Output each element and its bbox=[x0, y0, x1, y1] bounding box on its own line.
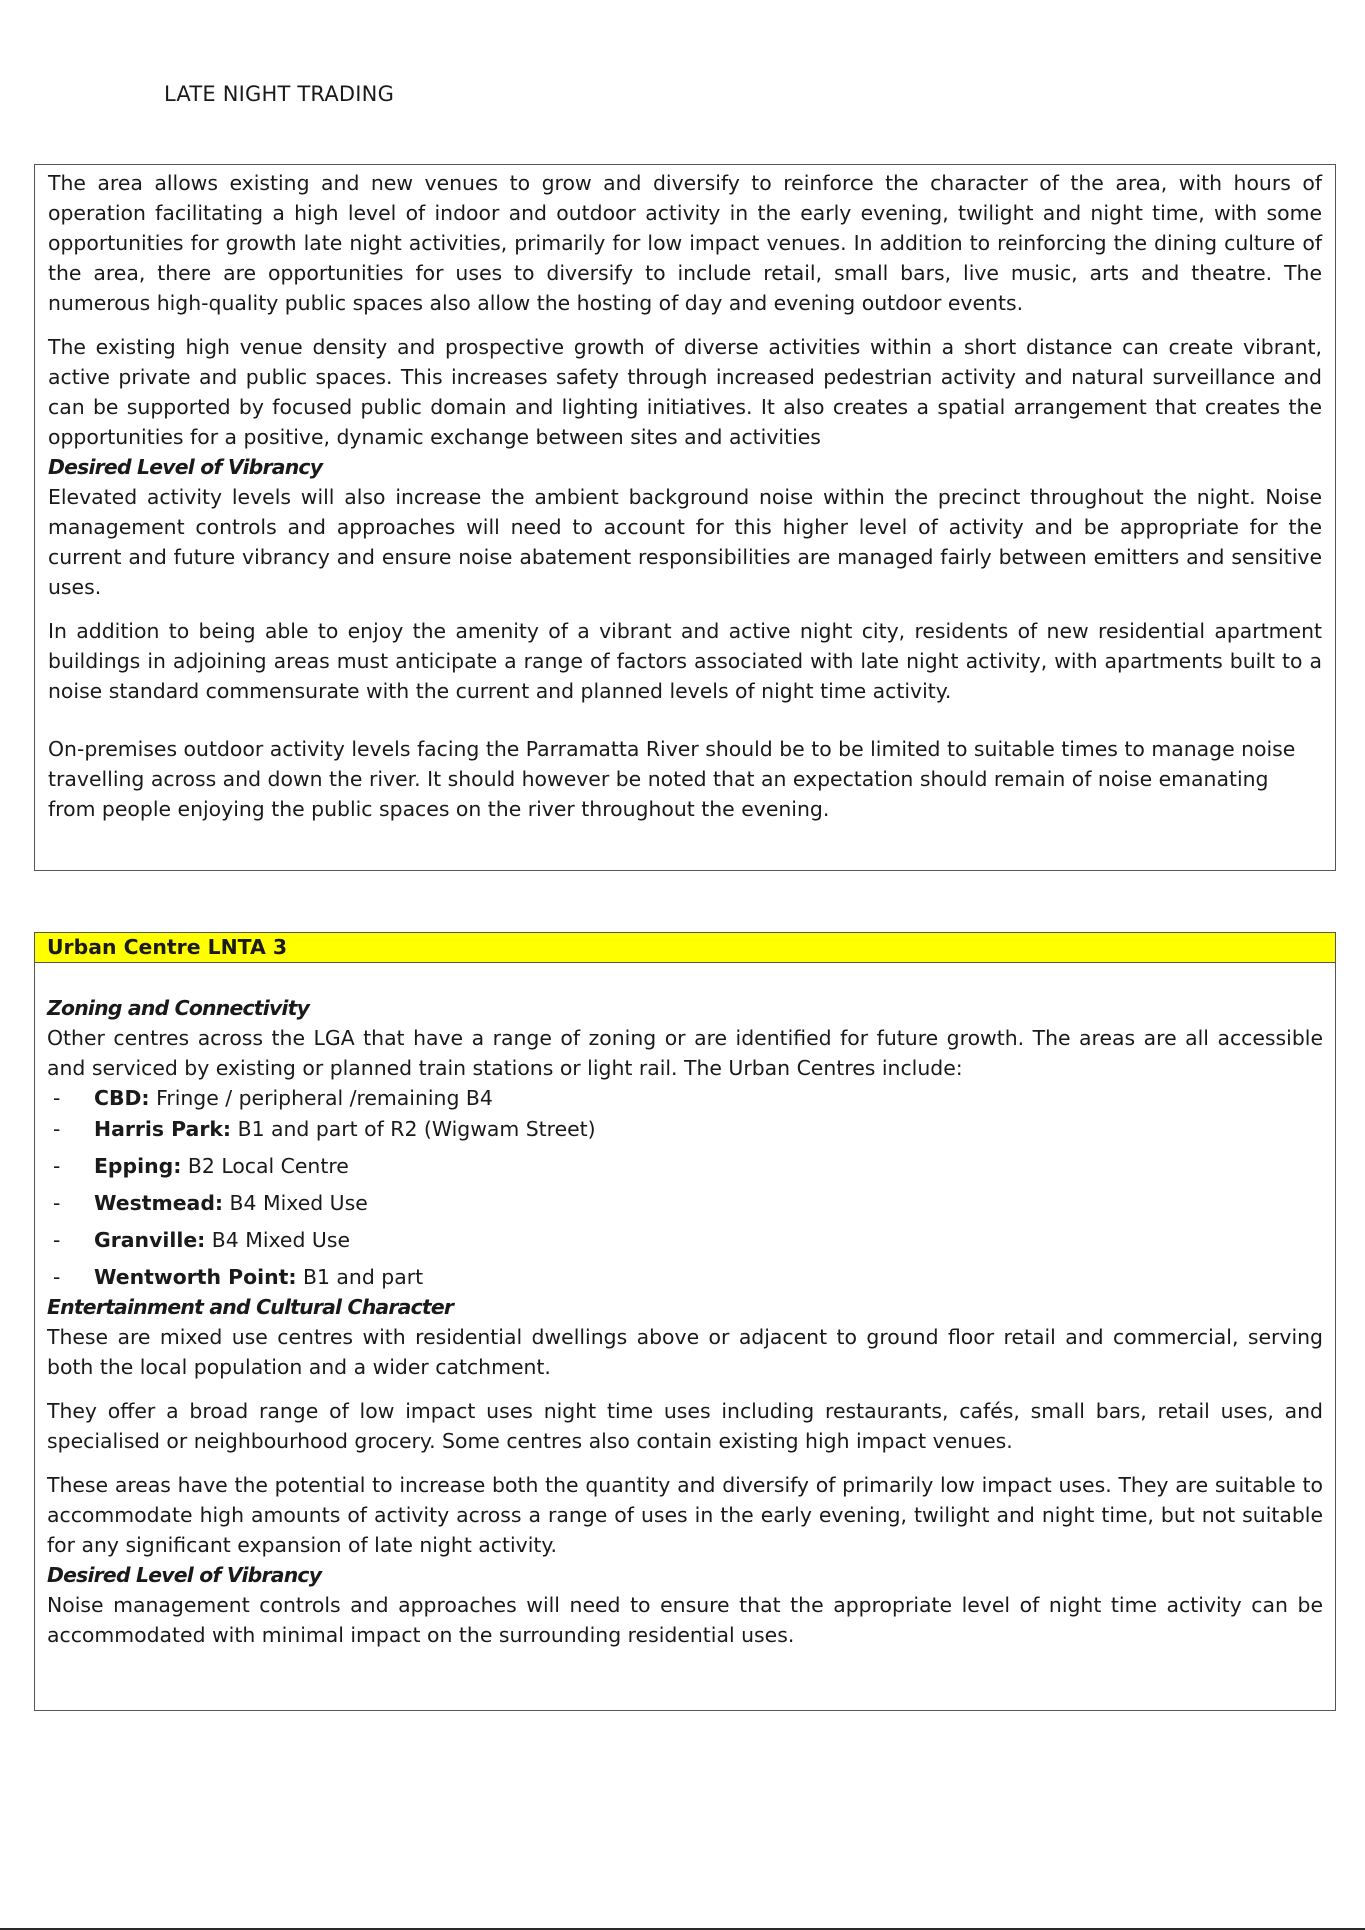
list-item bbox=[47, 1114, 1323, 1151]
page-header-title: LATE NIGHT TRADING bbox=[164, 82, 395, 106]
list-item bbox=[47, 1262, 1323, 1292]
list-item bbox=[47, 1083, 1323, 1114]
centre-name: CBD: bbox=[94, 1086, 150, 1110]
centre-name: Harris Park: bbox=[94, 1117, 232, 1141]
density-paragraph: The existing high venue density and prospective growth of diverse activities within a short distance can create vibrant, active private and public spaces. This increases safety through increased pedestrian activity and natural surveillance and can be supported by focused public domain and lighting initiatives. It also creates a spatial arrangement that creates the opportunities for a positive, dynamic exchange between sites and activities bbox=[48, 335, 1322, 449]
urban-centres-list bbox=[47, 1083, 1323, 1292]
river-paragraph: On-premises outdoor activity levels facing the Parramatta River should be to be limited to suitable times to manage noise travelling across and down the river. It should however be noted that an expectation should remain of noise emanating from people enjoying the public spaces on the river throughout the evening. bbox=[48, 737, 1296, 821]
centre-name: Westmead: bbox=[94, 1191, 224, 1215]
intro-paragraph: The area allows existing and new venues to grow and diversify to reinforce the character of the area, with hours of operation facilitating a high level of indoor and outdoor activity in the early evening, twilight and night time, with some opportunities for growth late night activities, primarily for low impact venues. In addition to reinforcing the dining culture of the area, there are opportunities for uses to diversify to include retail, small bars, live music, arts and theatre. The numerous high-quality public spaces also allow the hosting of day and evening outdoor events. bbox=[48, 171, 1322, 315]
centre-name: Granville: bbox=[94, 1228, 206, 1252]
urban-centre-body bbox=[35, 993, 1335, 1650]
list-item bbox=[47, 1151, 1323, 1188]
centre-name: Epping: bbox=[94, 1154, 182, 1178]
centre-zoning: B2 Local Centre bbox=[181, 1154, 349, 1178]
vibrancy-heading-2: Desired Level of Vibrancy bbox=[47, 1563, 322, 1587]
list-dash: - bbox=[53, 1117, 61, 1141]
noise-management-paragraph: Noise management controls and approaches will need to ensure that the appropriate level of night time activity can be accommodated with minimal impact on the surrounding residential uses. bbox=[47, 1593, 1323, 1647]
zoning-paragraph: Other centres across the LGA that have a range of zoning or are identified for future growth. The areas are all accessible and serviced by existing or planned train stations or light rail. The Urban Centres include: bbox=[47, 1026, 1323, 1080]
urban-centre-band-title: Urban Centre LNTA 3 bbox=[35, 933, 1335, 963]
list-dash: - bbox=[53, 1228, 61, 1252]
centre-zoning: B4 Mixed Use bbox=[223, 1191, 368, 1215]
centre-zoning: Fringe / peripheral /remaining B4 bbox=[149, 1086, 493, 1110]
residents-paragraph: In addition to being able to enjoy the amenity of a vibrant and active night city, residents of new residential apartment buildings in adjoining areas must anticipate a range of factors associated with late night activity, with apartments built to a noise standard commensurate with the current and planned levels of night time activity. bbox=[48, 619, 1322, 703]
list-item bbox=[47, 1225, 1323, 1262]
centre-zoning: B4 Mixed Use bbox=[205, 1228, 350, 1252]
mixed-use-paragraph: These are mixed use centres with residential dwellings above or adjacent to ground floor retail and commercial, serving both the local population and a wider catchment. bbox=[47, 1325, 1323, 1379]
low-impact-paragraph: They offer a broad range of low impact uses night time uses including restaurants, cafés, small bars, retail uses, and specialised or neighbourhood grocery. Some centres also contain existing high impact venues. bbox=[47, 1399, 1323, 1453]
list-dash: - bbox=[53, 1265, 61, 1289]
list-item bbox=[47, 1188, 1323, 1225]
vibrancy-heading: Desired Level of Vibrancy bbox=[48, 455, 323, 479]
late-night-trading-description-box bbox=[34, 164, 1336, 871]
noise-paragraph: Elevated activity levels will also increase the ambient background noise within the precinct throughout the night. Noise management controls and approaches will need to account for this higher level of activity and be appropriate for the current and future vibrancy and ensure noise abatement responsibilities are managed fairly between emitters and sensitive uses. bbox=[48, 485, 1322, 599]
list-dash: - bbox=[53, 1086, 61, 1110]
list-dash: - bbox=[53, 1154, 61, 1178]
centre-zoning: B1 and part of R2 (Wigwam Street) bbox=[231, 1117, 596, 1141]
potential-paragraph: These areas have the potential to increase both the quantity and diversify of primarily low impact uses. They are suitable to accommodate high amounts of activity across a range of uses in the early evening, twilight and night time, but not suitable for any significant expansion of late night activity. bbox=[47, 1473, 1323, 1557]
centre-name: Wentworth Point: bbox=[94, 1265, 297, 1289]
entertainment-heading: Entertainment and Cultural Character bbox=[47, 1295, 454, 1319]
centre-zoning: B1 and part bbox=[296, 1265, 424, 1289]
list-dash: - bbox=[53, 1191, 61, 1215]
zoning-heading: Zoning and Connectivity bbox=[47, 996, 310, 1020]
urban-centre-lnta3-box bbox=[34, 932, 1336, 1711]
